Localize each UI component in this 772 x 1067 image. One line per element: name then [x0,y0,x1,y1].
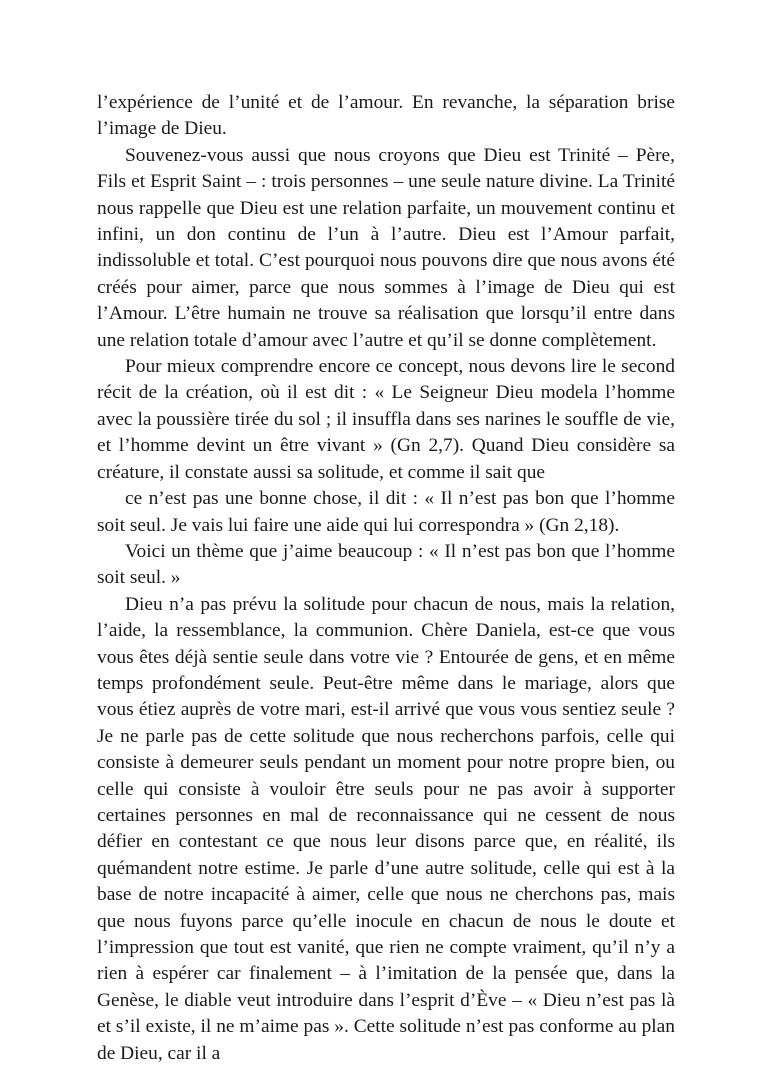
paragraph-trinity: Souvenez-vous aussi que nous croyons que Dieu est Trinité – Père, Fils et Esprit Saint – : trois personnes – une seule nature divine. La Trinité nous rappelle que Dieu est une relation parfaite, un mouvement continu et infini, un don continu de l’un à l’autre. Dieu est l’Amour parfait, indissoluble et total. C’est pourquoi nous pouvons dire que nous avons été créés pour aimer, parce que nous sommes à l’image de Dieu qui est l’Amour. L’être humain ne trouve sa réalisation que lorsqu’il entre dans une relation totale d’amour avec l’autre et qu’il se donne complètement. [97,144,675,351]
paragraph-not-good-alone: ce n’est pas une bonne chose, il dit : « Il n’est pas bon que l’homme soit seul. Je vais lui faire une aide qui lui correspondra » (Gn 2,18). [97,488,675,536]
paragraph-favorite-theme: Voici un thème que j’aime beaucoup : « Il n’est pas bon que l’homme soit seul. » [97,540,675,589]
document-page [97,90,675,1067]
paragraph-solitude: Dieu n’a pas prévu la solitude pour chacun de nous, mais la relation, l’aide, la ressemblance, la communion. Chère Daniela, est-ce que vous vous êtes déjà sentie seule dans votre vie ? Entourée de gens, et en même temps profondément seule. Peut-être même dans le mariage, alors que vous étiez auprès de votre mari, est-il arrivé que vous vous sentiez seule ? Je ne parle pas de cette solitude que nous recherchons parfois, celle qui consiste à demeurer seuls pendant un moment pour notre propre bien, ou celle qui consiste à vouloir être seuls pour ne pas avoir à supporter certaines personnes en mal de reconnaissance qui ne cessent de nous défier en contestant ce que nous leur disons parce que, en réalité, ils quémandent notre estime. Je parle d’une autre solitude, celle qui est à la base de notre incapacité à aimer, celle que nous ne cherchons pas, mais que nous fuyons parce qu’elle inocule en chacun de nous le doute et l’impression que tout est vanité, que rien ne compte vraiment, qu’il n’y a rien à espérer car finalement – à l’imitation de la pensée que, dans la Genèse, le diable veut introduire dans l’esprit d’Ève – « Dieu n’est pas là et s’il existe, il ne m’aime pas ». Cette solitude n’est pas conforme au plan de Dieu, car il a [97,593,675,1064]
paragraph-creation-account: Pour mieux comprendre encore ce concept, nous devons lire le second récit de la création, où il est dit : « Le Seigneur Dieu modela l’homme avec la poussière tirée du sol ; il insuffla dans ses narines le souffle de vie, et l’homme devint un être vivant » (Gn 2,7). Quand Dieu considère sa créature, il constate aussi sa solitude, et comme il sait que [97,356,675,483]
paragraph-continuation: l’expérience de l’unité et de l’amour. En revanche, la séparation brise l’image de Dieu. [97,92,675,140]
